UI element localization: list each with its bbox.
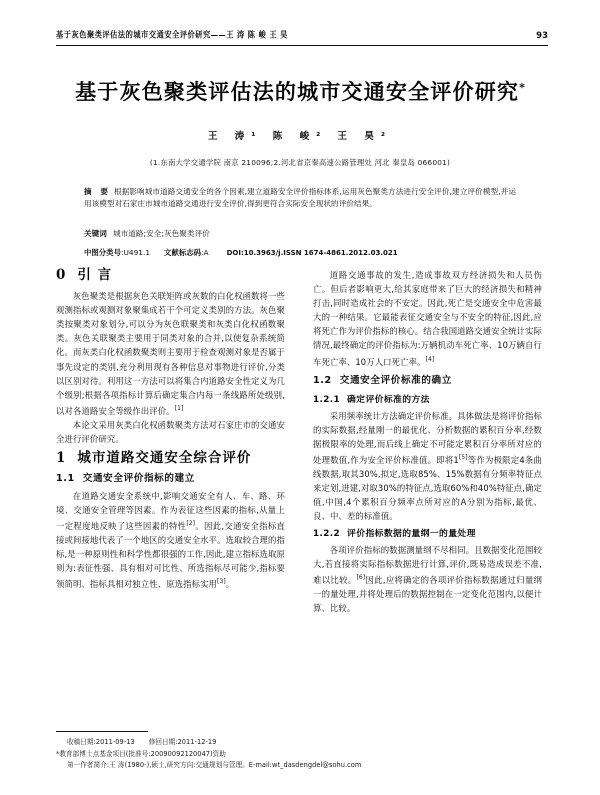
paragraph-text: 。	[225, 579, 235, 590]
section-heading-1	[56, 451, 285, 465]
paragraph-text: 灰色聚类是根据灰色关联矩阵或灰数的白化权函数将一些观测指标或观测对象聚集成若干个可定义类别的方法。灰色聚类按聚类对象划分,可以分为灰色联聚类和灰类白化权函数聚类。灰色关联聚类主要用于同类对象的合并,以使复杂系统简化。而灰类白化权函数聚类则主要用于检查观测对象是否属于事先设定的类别,充分利用现有各种信息对事物进行评价,分类以区别对待。利用这一方法可以将集合内道路安全性定义为几个级别;根据各项指标计算后确定集合内每一条线路所处级别,以对各道路安全等级作出评价。	[56, 291, 285, 416]
footnote-dates: 收稿日期:2011-09-13 修回日期:2011-12-19	[67, 738, 217, 746]
footnote-funding: *教育部博士点基金项目(批准号:20090092120047)资助	[56, 749, 226, 758]
author-list: 王 涛¹ 陈 峻² 王 昊²	[207, 131, 393, 142]
doctype-label: 文献标志码	[164, 248, 202, 257]
affiliation: (1.东南大学交通学院 南京 210096;2.河北省京秦高速公路管理处 河北 秦皇岛 066001)	[149, 158, 451, 167]
doi-value: DOI:10.3963/j.ISSN 1674-4861.2012.03.021	[226, 249, 398, 257]
body-column-left	[56, 268, 285, 723]
footnote-author-bio: 第一作者简介:王 涛(1980-),硕士,研究方向:交通规划与管理。E-mail:wt_dasdengdel@sohu.com	[67, 761, 362, 770]
reference-marker: [3]	[217, 578, 226, 586]
keywords-text: 城市道路;安全;灰色聚类评价	[112, 229, 210, 238]
reference-marker: [1]	[174, 404, 184, 412]
revised-label: 修回日期	[148, 738, 176, 746]
abstract-label: 摘 要	[84, 187, 111, 196]
section-number-1-2-1: 1.2.1	[313, 394, 341, 405]
paragraph	[56, 489, 285, 591]
section-heading-1-1	[56, 472, 285, 486]
paragraph-text: 采用频率统计方法确定评价标准。具体做法是将评价指标的实际数据,经量刚一的最优化、分析数据的累积百分率,经数据极限率的处理,而后线上确定不可能定累积百分率所对应的处理数值,作为安全评价标准值。即将1	[313, 410, 542, 465]
running-header	[56, 31, 548, 41]
section-heading-1-2-1	[313, 393, 542, 407]
running-header-title: 基于灰色聚类评估法的城市交通安全评价研究——王 涛 陈 峻 王 昊	[56, 29, 288, 40]
paragraph	[56, 289, 285, 418]
paragraph-text: 因此,应将确定的各项评价指标数据通过归量纲一的量处理,并将处理后的数据控制在一定变化范围内,以便计算、比较。	[313, 575, 543, 614]
paragraph	[313, 268, 542, 368]
paragraph	[313, 543, 542, 615]
paragraph-text: 各项评价指标的数据测量纲不尽相同。且数据变化范围较大,若直接将实际指标数据进行计算,评价,既易造成误差不准,难以比较。	[313, 545, 542, 586]
section-number-1-1: 1.1	[56, 473, 75, 485]
clc-group: 中图分类号:U491.1	[84, 248, 151, 257]
paragraph-text: 分别为指标,最优、良、中、差的标准值。	[313, 497, 543, 522]
doctype-value: A	[203, 248, 209, 257]
inline-formula: A	[460, 497, 467, 507]
title-footnote-marker: *	[519, 81, 525, 94]
article-title-text: 基于灰色聚类评估法的城市交通安全评价研究	[75, 79, 520, 104]
classification-line	[84, 247, 516, 258]
section-heading-1-2-2	[313, 527, 542, 541]
section-title-1-2-1: 确定评价标准的方法	[347, 394, 430, 405]
section-number-0: 0	[56, 267, 67, 283]
section-title-1-1: 交通安全评价指标的建立	[82, 473, 195, 485]
paragraph-text: 等作为极限定4条曲线数据,取其30%,拟定,选取85%、15%数据有分频率特征点来定划,进建,对取30%的特征点,选取60%和40%特征点,确定值,中国,4个累积百分频率点所对应的	[313, 454, 542, 507]
received-date: 2011-09-13	[95, 738, 135, 746]
keywords-block	[84, 228, 516, 239]
reference-marker: [2]	[186, 520, 196, 528]
paragraph: 本论文采用灰类白化权函数聚类方法对石家庄市的交通安全进行评价研究。	[56, 419, 285, 444]
received-label: 收稿日期	[67, 738, 94, 746]
section-number-1-2-2: 1.2.2	[313, 529, 341, 540]
paragraph	[313, 409, 542, 524]
reference-marker: [4]	[425, 355, 435, 363]
section-title-1-2-2: 评价指标数据的量纲一的量处理	[347, 529, 476, 540]
paragraph-text: 。因此,交通安全指标直接或间接地代表了一个地区的交通安全水平。选取较合理的指标,是一种原则性和科学性都很强的工作,因此,建立指标选取原则为:表征性强、具有相对可比性、所选指标尽可能少,指标要领简明、指标具相对独立性、原选指标实用	[56, 521, 285, 590]
body-column-right	[313, 268, 542, 780]
clc-label: 中图分类号	[84, 248, 121, 257]
reference-marker: [6]	[356, 574, 366, 582]
keywords-label: 关键词	[84, 229, 107, 238]
section-heading-1-2	[313, 374, 542, 388]
clc-value: U491.1	[123, 248, 151, 257]
header-rule	[56, 45, 548, 46]
reference-marker: [5]	[458, 453, 468, 461]
paragraph-text: 在道路交通安全系统中,影响交通安全有人、车、路、环境、交通安全管理等因素。作为表征这些因素的指标,从量上一定程度地反映了这些因素的特性	[56, 491, 285, 532]
section-number-1: 1	[56, 449, 67, 466]
section-title-1-2: 交通安全评价标准的确立	[339, 375, 452, 387]
footnote-block	[56, 737, 362, 772]
page-number: 93	[536, 31, 548, 41]
section-heading-0	[56, 268, 285, 282]
revised-date: 2011-12-19	[177, 738, 217, 746]
article-title	[0, 76, 600, 106]
section-title-1: 城市道路交通安全综合评价	[77, 449, 252, 466]
paragraph-text: 道路交通事故的发生,造成事故双方经济损失和人员伤亡。但后者影响更大,给其家庭带来了巨大的经济损失和精神打击,同时造成社会的不安定。因此,死亡是交通安全中危害最大的一种结果。它最能表征交通安全与不安全的特征,因此,应将死亡作为评价指标的核心。结合我国道路交通安全统计实际情况,最终确定的评价指标为:万辆机动车死亡率、10万辆自行车死亡率、10万人口死亡率。	[313, 270, 542, 367]
abstract-block	[84, 186, 516, 211]
footnote-rule	[56, 731, 148, 732]
section-title-0: 引 言	[77, 267, 113, 283]
abstract-text: 根据影响城市道路交通安全的各个因素,建立道路安全评价指标体系,运用灰色聚类方法进行安全评价,建立评价模型,并运用该模型对石家庄市城市道路交通进行安全评价,得到更符合实际安全现状的评价结果。	[84, 187, 516, 209]
section-number-1-2: 1.2	[313, 375, 332, 387]
doctype-group: 文献标志码:A	[164, 248, 209, 257]
